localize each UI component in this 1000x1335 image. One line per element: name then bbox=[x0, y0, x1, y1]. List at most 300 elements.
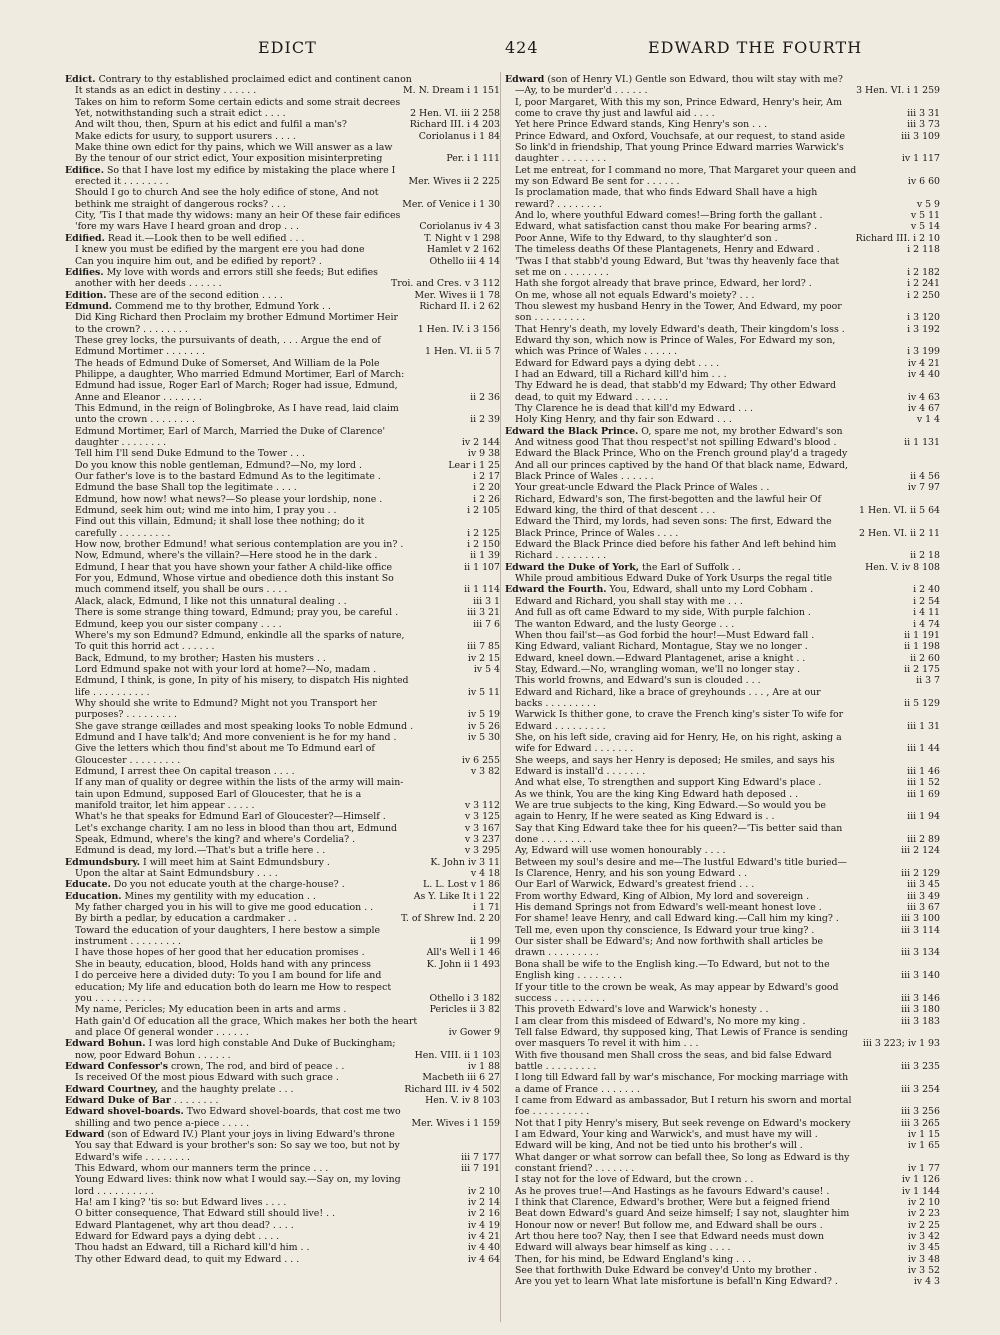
headword: Edward the Fourth. bbox=[505, 584, 607, 596]
concordance-line bbox=[65, 925, 500, 936]
quotation-text: Speak, Edmund, where's the king? and where's Cordelia? . bbox=[75, 834, 356, 846]
quotation-text: Edward, kneel down.—Edward Plantagenet, arise a knight . . bbox=[515, 652, 806, 664]
quotation-text: Ha! am I king? 'tis so: but Edward lives . . . . bbox=[75, 1197, 287, 1209]
quotation-text: Poor Anne, Wife to thy Edward, to thy slaughter'd son . bbox=[515, 232, 778, 244]
citation-reference: iv 1 117 bbox=[898, 153, 940, 164]
concordance-line bbox=[65, 221, 500, 232]
quotation-text: Can you inquire him out, and be edified by report? . bbox=[75, 255, 322, 267]
quotation-text: Thy other Edward dead, to quit my Edward . . . bbox=[75, 1253, 300, 1265]
concordance-line bbox=[65, 675, 500, 686]
quotation-text: Edward the Black Prince died before his father And left behind him bbox=[515, 539, 837, 551]
concordance-line bbox=[65, 607, 500, 618]
citation-reference: iii 2 129 bbox=[897, 868, 940, 879]
quotation-text: Is proclamation made, that who finds Edward Shall have a high bbox=[515, 187, 818, 199]
concordance-line bbox=[65, 584, 500, 595]
quotation-text: success . . . . . . . . . bbox=[515, 992, 606, 1004]
concordance-line bbox=[65, 732, 500, 743]
citation-reference: ii 2 175 bbox=[900, 664, 940, 675]
citation-reference: 1 Hen. IV. i 3 156 bbox=[414, 324, 500, 335]
quotation-text: Read it.—Look then to be well edified . . . bbox=[107, 232, 305, 244]
concordance-line bbox=[505, 584, 940, 595]
citation-reference: Mer. of Venice i 1 30 bbox=[398, 199, 500, 210]
quotation-text: constant friend? . . . . . . . bbox=[515, 1163, 635, 1174]
citation-reference: iii 7 85 bbox=[463, 641, 500, 652]
citation-reference: iv 4 21 bbox=[904, 358, 940, 369]
citation-reference: iv 5 30 bbox=[464, 732, 500, 743]
concordance-line bbox=[505, 879, 940, 890]
quotation-text: Takes on him to reform Some certain edicts and some strait decrees bbox=[75, 96, 401, 108]
concordance-line bbox=[65, 619, 500, 630]
quotation-text: City, 'Tis I that made thy widows: many an heir Of these fair edifices bbox=[75, 210, 401, 222]
concordance-line bbox=[505, 1197, 940, 1208]
citation-reference: All's Well i 1 46 bbox=[423, 947, 500, 958]
quotation-text: I stay not for the love of Edward, but the crown . . bbox=[515, 1174, 754, 1186]
concordance-line bbox=[65, 1016, 500, 1027]
quotation-text: erected it . . . . . . . . bbox=[75, 176, 169, 188]
concordance-line bbox=[65, 1163, 500, 1174]
concordance-line bbox=[65, 868, 500, 879]
citation-reference: ii 3 7 bbox=[912, 675, 940, 686]
concordance-line bbox=[65, 369, 500, 380]
citation-reference: iv 2 10 bbox=[904, 1197, 940, 1208]
concordance-line bbox=[65, 1208, 500, 1219]
concordance-line bbox=[505, 891, 940, 902]
concordance-line bbox=[505, 789, 940, 800]
quotation-text: Hath she forgot already that brave prince, Edward, her lord? . bbox=[515, 278, 812, 290]
quotation-text: And wilt thou, then, Spurn at his edict and fulfil a man's? bbox=[75, 119, 347, 131]
concordance-line bbox=[65, 947, 500, 958]
quotation-text: Young Edward lives: think now what I would say.—Say on, my loving bbox=[75, 1174, 401, 1186]
citation-reference: i 2 125 bbox=[463, 528, 500, 539]
quotation-text: over masquers To revel it with him . . . bbox=[515, 1038, 699, 1050]
citation-reference: iii 7 177 bbox=[457, 1152, 500, 1163]
headword: Edward Bohun. bbox=[65, 1038, 146, 1050]
concordance-line bbox=[65, 1231, 500, 1242]
concordance-line bbox=[65, 698, 500, 709]
quotation-text: And what else, To strengthen and support King Edward's place . bbox=[515, 777, 822, 789]
quotation-text: Alack, alack, Edmund, I like not this unnatural dealing . . bbox=[75, 595, 347, 607]
quotation-text: Gloucester . . . . . . . . . bbox=[75, 754, 181, 766]
concordance-line bbox=[505, 1174, 940, 1185]
citation-reference: i 2 150 bbox=[463, 539, 500, 550]
citation-reference: ii 1 39 bbox=[466, 550, 500, 561]
quotation-text: Edmund, seek him out; wind me into him, I pray you . . bbox=[75, 505, 337, 517]
quotation-text: Edmund and I have talk'd; And more convenient is he for my hand . bbox=[75, 731, 397, 743]
concordance-line bbox=[65, 1140, 500, 1151]
concordance-line bbox=[505, 187, 940, 198]
concordance-line bbox=[65, 437, 500, 448]
quotation-text: Prince Edward, and Oxford, Vouchsafe, at our request, to stand aside bbox=[515, 130, 846, 142]
concordance-line bbox=[505, 301, 940, 312]
quotation-text: backs . . . . . . . . . bbox=[515, 697, 596, 709]
quotation-text: See that forthwith Duke Edward be convey'd Unto my brother . bbox=[515, 1265, 818, 1277]
headword: Edward shovel-boards. bbox=[65, 1106, 184, 1118]
quotation-text: Your great-uncle Edward the Plack Prince of Wales . . bbox=[515, 482, 770, 494]
citation-reference: iv 2 10 bbox=[464, 1186, 500, 1197]
citation-reference: v 3 167 bbox=[461, 823, 500, 834]
concordance-line bbox=[65, 562, 500, 573]
citation-reference: v 3 295 bbox=[461, 845, 500, 856]
citation-reference: i 2 250 bbox=[903, 290, 940, 301]
quotation-text: Edmund, I hear that you have shown your father A child-like office bbox=[75, 561, 393, 573]
citation-reference: i 3 120 bbox=[903, 312, 940, 323]
concordance-line bbox=[65, 505, 500, 516]
quotation-text: lord . . . . . . . . . . bbox=[75, 1185, 154, 1197]
quotation-text: And lo, where youthful Edward comes!—Bring forth the gallant . bbox=[515, 210, 823, 222]
concordance-line bbox=[65, 426, 500, 437]
concordance-line bbox=[505, 777, 940, 788]
concordance-line bbox=[505, 335, 940, 346]
concordance-line bbox=[505, 1231, 940, 1242]
concordance-line bbox=[65, 891, 500, 902]
quotation-text: I do perceive here a divided duty: To you I am bound for life and bbox=[75, 970, 382, 982]
citation-reference: iv 1 15 bbox=[904, 1129, 940, 1140]
concordance-line bbox=[505, 1186, 940, 1197]
quotation-text: manifold traitor, let him appear . . . . . bbox=[75, 800, 255, 811]
quotation-text: Our sister shall be Edward's; And now forthwith shall articles be bbox=[515, 936, 824, 948]
citation-reference: ii 1 107 bbox=[460, 562, 500, 573]
concordance-line bbox=[505, 358, 940, 369]
concordance-line bbox=[65, 142, 500, 153]
quotation-text: purposes? . . . . . . . . . bbox=[75, 709, 178, 721]
quotation-text: wife for Edward . . . . . . . bbox=[515, 743, 634, 755]
concordance-line bbox=[65, 902, 500, 913]
quotation-text: dead, to quit my Edward . . . . . . bbox=[515, 391, 669, 403]
concordance-line bbox=[505, 97, 940, 108]
quotation-text: I have those hopes of her good that her education promises . bbox=[75, 947, 365, 959]
citation-reference: iv 5 4 bbox=[470, 664, 500, 675]
concordance-line bbox=[505, 811, 940, 822]
quotation-text: For you, Edmund, Whose virtue and obedience doth this instant So bbox=[75, 573, 394, 585]
concordance-line bbox=[65, 1004, 500, 1015]
citation-reference: v 5 11 bbox=[907, 210, 940, 221]
concordance-line bbox=[505, 437, 940, 448]
citation-reference: Coriolanus i 1 84 bbox=[415, 131, 500, 142]
concordance-line bbox=[65, 516, 500, 527]
quotation-text: shilling and two pence a-piece . . . . . bbox=[75, 1117, 250, 1129]
concordance-line bbox=[505, 709, 940, 720]
concordance-line bbox=[65, 1038, 500, 1049]
concordance-line bbox=[65, 131, 500, 142]
quotation-text: Tell false Edward, thy supposed king, That Lewis of France is sending bbox=[515, 1026, 848, 1038]
concordance-line bbox=[505, 448, 940, 459]
concordance-line bbox=[65, 1174, 500, 1185]
concordance-line bbox=[505, 1254, 940, 1265]
quotation-text: Tell me, even upon thy conscience, Is Edward your true king? . bbox=[515, 924, 815, 936]
citation-reference: ii 2 60 bbox=[906, 653, 940, 664]
citation-reference: iv 5 11 bbox=[464, 687, 500, 698]
citation-reference: iv 3 45 bbox=[904, 1242, 940, 1253]
citation-reference: iii 3 114 bbox=[897, 925, 940, 936]
concordance-line bbox=[65, 1254, 500, 1265]
concordance-line bbox=[65, 165, 500, 176]
quotation-text: Bona shall be wife to the English king.—To Edward, but not to the bbox=[515, 958, 830, 970]
quotation-text: Black Prince, Prince of Wales . . . . bbox=[515, 527, 679, 539]
quotation-text: And all our princes captived by the hand Of that black name, Edward, bbox=[515, 459, 849, 471]
concordance-line bbox=[65, 380, 500, 391]
citation-reference: Richard II. i 2 62 bbox=[415, 301, 500, 312]
concordance-line bbox=[65, 108, 500, 119]
quotation-text: the Earl of Suffolk . . bbox=[642, 561, 741, 573]
concordance-line bbox=[65, 789, 500, 800]
quotation-text: Edmund the base Shall top the legitimate . . . . bbox=[75, 482, 297, 494]
quotation-text: Did King Richard then Proclaim my brother Edmund Mortimer Heir bbox=[75, 312, 398, 324]
quotation-text: Not that I pity Henry's misery, But seek revenge on Edward's mockery bbox=[515, 1117, 851, 1129]
quotation-text: Edmund, I think, is gone, In pity of his misery, to dispatch His nighted bbox=[75, 675, 409, 687]
citation-reference: iii 2 124 bbox=[897, 845, 940, 856]
concordance-line bbox=[65, 233, 500, 244]
concordance-line bbox=[65, 800, 500, 811]
concordance-line bbox=[505, 494, 940, 505]
quotation-text: My name, Pericles; My education been in arts and arms . bbox=[75, 1004, 347, 1016]
concordance-line bbox=[505, 1208, 940, 1219]
headword: Edward Confessor's bbox=[65, 1060, 169, 1072]
concordance-line bbox=[65, 187, 500, 198]
concordance-line bbox=[65, 721, 500, 732]
citation-reference: ii 1 114 bbox=[460, 584, 500, 595]
concordance-line bbox=[505, 528, 940, 539]
citation-reference: i 3 192 bbox=[903, 324, 940, 335]
citation-reference: v 3 82 bbox=[467, 766, 500, 777]
citation-reference: M. N. Dream i 1 151 bbox=[399, 85, 500, 96]
concordance-line bbox=[65, 119, 500, 130]
concordance-line bbox=[65, 1197, 500, 1208]
concordance-line bbox=[505, 403, 940, 414]
quotation-text: On me, whose all not equals Edward's moiety? . . . bbox=[515, 289, 755, 301]
quotation-text: Edmund is dead, my lord.—That's but a trifle here . . bbox=[75, 845, 326, 857]
concordance-line bbox=[65, 1186, 500, 1197]
quotation-text: English king . . . . . . . . bbox=[515, 970, 623, 982]
quotation-text: Lord Edmund spake not with your lord at home?—No, madam . bbox=[75, 663, 377, 675]
citation-reference: Mer. Wives i 1 159 bbox=[408, 1118, 500, 1129]
concordance-line bbox=[65, 811, 500, 822]
quotation-text: Let's exchange charity. I am no less in blood than thou art, Edmund bbox=[75, 822, 398, 834]
citation-reference: iv 3 42 bbox=[904, 1231, 940, 1242]
concordance-line bbox=[505, 346, 940, 357]
quotation-text: Do you not educate youth at the charge-house? . bbox=[113, 879, 345, 891]
headword: Edified. bbox=[65, 232, 105, 244]
quotation-text: Beat down Edward's guard And seize himself; I say not, slaughter him bbox=[515, 1208, 850, 1220]
citation-reference: L. L. Lost v 1 86 bbox=[419, 879, 500, 890]
concordance-line bbox=[505, 142, 940, 153]
citation-reference: 1 Hen. VI. ii 5 64 bbox=[855, 505, 940, 516]
quotation-text: Is received Of the most pious Edward with such grace . bbox=[75, 1072, 339, 1084]
concordance-line bbox=[505, 1118, 940, 1129]
concordance-line bbox=[65, 256, 500, 267]
quotation-text: come to crave thy just and lawful aid . . . . bbox=[515, 108, 715, 120]
concordance-line bbox=[505, 290, 940, 301]
quotation-text: bethink me straight of dangerous rocks? . . . bbox=[75, 198, 286, 210]
citation-reference: iv 4 40 bbox=[464, 1242, 500, 1253]
quotation-text: She, on his left side, craving aid for Henry, He, on his right, asking a bbox=[515, 731, 842, 743]
concordance-line bbox=[505, 743, 940, 754]
headword: Education. bbox=[65, 890, 122, 902]
quotation-text: Edward will be king, And not be tied unto his brother's will . bbox=[515, 1140, 803, 1152]
column-divider bbox=[500, 72, 501, 1322]
quotation-text: Edward thy son, which now is Prince of Wales, For Edward my son, bbox=[515, 334, 836, 346]
quotation-text: I am Edward, Your king and Warwick's, and must have my will . bbox=[515, 1128, 818, 1140]
citation-reference: i 3 199 bbox=[903, 346, 940, 357]
citation-reference: iv 4 40 bbox=[904, 369, 940, 380]
quotation-text: We are true subjects to the king, King Edward.—So would you be bbox=[515, 800, 826, 811]
citation-reference: iv 4 67 bbox=[904, 403, 940, 414]
concordance-line bbox=[505, 516, 940, 527]
quotation-text: life . . . . . . . . . . bbox=[75, 686, 150, 698]
quotation-text: daughter . . . . . . . . bbox=[75, 437, 167, 448]
citation-reference: iii 3 67 bbox=[903, 902, 940, 913]
concordance-line bbox=[65, 1061, 500, 1072]
citation-reference: iv 4 63 bbox=[904, 392, 940, 403]
quotation-text: Edward is install'd . . . . . . . bbox=[515, 765, 646, 777]
citation-reference: K. John iv 3 11 bbox=[426, 857, 500, 868]
quotation-text: Tell him I'll send Duke Edmund to the Tower . . . bbox=[75, 448, 305, 460]
citation-reference: i 2 26 bbox=[469, 494, 500, 505]
quotation-text: Edmund Mortimer, Earl of March, Married the Duke of Clarence' bbox=[75, 425, 386, 437]
citation-reference: Pericles ii 3 82 bbox=[426, 1004, 500, 1015]
concordance-line bbox=[505, 267, 940, 278]
concordance-line bbox=[505, 108, 940, 119]
concordance-line bbox=[505, 1095, 940, 1106]
citation-reference: iv 5 19 bbox=[464, 709, 500, 720]
concordance-line bbox=[505, 1129, 940, 1140]
concordance-line bbox=[505, 1152, 940, 1163]
quotation-text: And witness good That thou respect'st not spilling Edward's blood . bbox=[515, 437, 837, 448]
quotation-text: And full as oft came Edward to my side, With purple falchion . bbox=[515, 607, 811, 619]
concordance-line bbox=[505, 199, 940, 210]
citation-reference: iv 2 15 bbox=[464, 653, 500, 664]
quotation-text: my son Edward Be sent for . . . . . . bbox=[515, 176, 680, 188]
concordance-line bbox=[505, 913, 940, 924]
citation-reference: iii 3 31 bbox=[903, 108, 940, 119]
quotation-text: Edward the Black Prince, Who on the French ground play'd a tragedy bbox=[515, 448, 848, 460]
quotation-text: instrument . . . . . . . . . bbox=[75, 936, 182, 948]
concordance-line bbox=[505, 755, 940, 766]
concordance-line bbox=[65, 1152, 500, 1163]
citation-reference: iv 7 97 bbox=[904, 482, 940, 493]
quotation-text: Between my soul's desire and me—The lustful Edward's title buried— bbox=[515, 856, 847, 868]
citation-reference: iii 3 254 bbox=[897, 1084, 940, 1095]
citation-reference: T. of Shrew Ind. 2 20 bbox=[397, 913, 500, 924]
concordance-line bbox=[505, 1050, 940, 1061]
quotation-text: For shame! leave Henry, and call Edward king.—Call him my king? . bbox=[515, 913, 839, 925]
right-column bbox=[505, 74, 940, 1320]
quotation-text: Let me entreat, for I command no more, That Margaret your queen and bbox=[515, 164, 857, 176]
citation-reference: Hen. V. iv 8 103 bbox=[421, 1095, 500, 1106]
concordance-line bbox=[505, 1106, 940, 1117]
concordance-line bbox=[505, 857, 940, 868]
citation-reference: iv 1 77 bbox=[904, 1163, 940, 1174]
concordance-line bbox=[65, 1084, 500, 1095]
quotation-text: I am clear from this misdeed of Edward's, No more my king . bbox=[515, 1015, 806, 1027]
quotation-text: and the haughty prelate . . . bbox=[160, 1083, 294, 1095]
quotation-text: again to Henry, If he were seated as King Edward is . . bbox=[515, 811, 775, 823]
concordance-line bbox=[505, 607, 940, 618]
quotation-text: reward? . . . . . . . . bbox=[515, 198, 602, 210]
quotation-text: Toward the education of your daughters, I here bestow a simple bbox=[75, 924, 381, 936]
quotation-text: Now, Edmund, where's the villain?—Here stood he in the dark . bbox=[75, 550, 378, 562]
quotation-text: Thou slewest my husband Henry in the Tower, And Edward, my poor bbox=[515, 300, 842, 312]
citation-reference: iii 1 46 bbox=[903, 766, 940, 777]
citation-reference: ii 1 191 bbox=[900, 630, 940, 641]
quotation-text: So link'd in friendship, That young Prince Edward marries Warwick's bbox=[515, 142, 844, 154]
concordance-line bbox=[65, 244, 500, 255]
concordance-line bbox=[505, 982, 940, 993]
citation-reference: Othello i 3 182 bbox=[426, 993, 500, 1004]
quotation-text: Say that King Edward take thee for his queen?—'Tis better said than bbox=[515, 822, 843, 834]
quotation-text: unto the crown . . . . . . . . bbox=[75, 414, 195, 426]
citation-reference: iii 3 256 bbox=[897, 1106, 940, 1117]
concordance-line bbox=[505, 312, 940, 323]
quotation-text: I think that Clarence, Edward's brother, Were but a feigned friend bbox=[515, 1197, 831, 1209]
concordance-line bbox=[505, 596, 940, 607]
concordance-line bbox=[505, 426, 940, 437]
citation-reference: 3 Hen. VI. i 1 259 bbox=[852, 85, 940, 96]
concordance-line bbox=[65, 278, 500, 289]
quotation-text: son . . . . . . . . . bbox=[515, 312, 586, 324]
citation-reference: iv 1 126 bbox=[898, 1174, 940, 1185]
quotation-text: tain upon Edmund, supposed Earl of Gloucester, that he is a bbox=[75, 788, 362, 800]
citation-reference: ii 2 36 bbox=[466, 392, 500, 403]
quotation-text: Should I go to church And see the holy edifice of stone, And not bbox=[75, 187, 379, 199]
concordance-line bbox=[65, 755, 500, 766]
concordance-line bbox=[65, 743, 500, 754]
concordance-line bbox=[505, 85, 940, 96]
citation-reference: Richard III. iv 4 502 bbox=[400, 1084, 500, 1095]
quotation-text: Our Earl of Warwick, Edward's greatest friend . . . bbox=[515, 879, 755, 891]
concordance-line bbox=[505, 664, 940, 675]
quotation-text: Where's my son Edmund? Edmund, enkindle all the sparks of nature, bbox=[75, 629, 405, 641]
citation-reference: i 2 118 bbox=[903, 244, 940, 255]
citation-reference: ii 2 39 bbox=[466, 414, 500, 425]
concordance-line bbox=[65, 392, 500, 403]
citation-reference: iv 3 52 bbox=[904, 1265, 940, 1276]
quotation-text: Commend me to thy brother, Edmund York . . bbox=[115, 300, 331, 312]
quotation-text: Mines my gentility with my education . . bbox=[124, 890, 316, 902]
headword: Edition. bbox=[65, 289, 107, 301]
concordance-line bbox=[505, 800, 940, 811]
quotation-text: Edward king, the third of that descent . . . bbox=[515, 505, 716, 517]
concordance-line bbox=[65, 210, 500, 221]
citation-reference: i 2 105 bbox=[463, 505, 500, 516]
concordance-line bbox=[505, 619, 940, 630]
concordance-line bbox=[65, 596, 500, 607]
citation-reference: iii 1 52 bbox=[903, 777, 940, 788]
quotation-text: Edmund, how now! what news?—So please your lordship, none . bbox=[75, 493, 383, 505]
quotation-text: Edward . . . . . . . . . bbox=[515, 720, 606, 732]
citation-reference: iii 3 73 bbox=[903, 119, 940, 130]
citation-reference: v 3 125 bbox=[461, 811, 500, 822]
citation-reference: iv 3 48 bbox=[904, 1254, 940, 1265]
concordance-line bbox=[65, 1106, 500, 1117]
concordance-line bbox=[505, 868, 940, 879]
citation-reference: iv 6 60 bbox=[904, 176, 940, 187]
citation-reference: i 1 71 bbox=[469, 902, 500, 913]
citation-reference: iv 4 21 bbox=[464, 1231, 500, 1242]
citation-reference: Mer. Wives ii 2 225 bbox=[405, 176, 500, 187]
concordance-line bbox=[65, 85, 500, 96]
concordance-line bbox=[505, 1072, 940, 1083]
concordance-line bbox=[65, 959, 500, 970]
quotation-text: O bitter consequence, That Edward still should live! . . bbox=[75, 1208, 336, 1220]
concordance-line bbox=[65, 176, 500, 187]
concordance-line bbox=[65, 312, 500, 323]
concordance-line bbox=[505, 176, 940, 187]
citation-reference: iii 3 223; iv 1 93 bbox=[859, 1038, 940, 1049]
quotation-text: Ay, Edward will use women honourably . . . . bbox=[515, 845, 726, 857]
citation-reference: iv 5 26 bbox=[464, 721, 500, 732]
concordance-line bbox=[65, 879, 500, 890]
concordance-line bbox=[505, 153, 940, 164]
